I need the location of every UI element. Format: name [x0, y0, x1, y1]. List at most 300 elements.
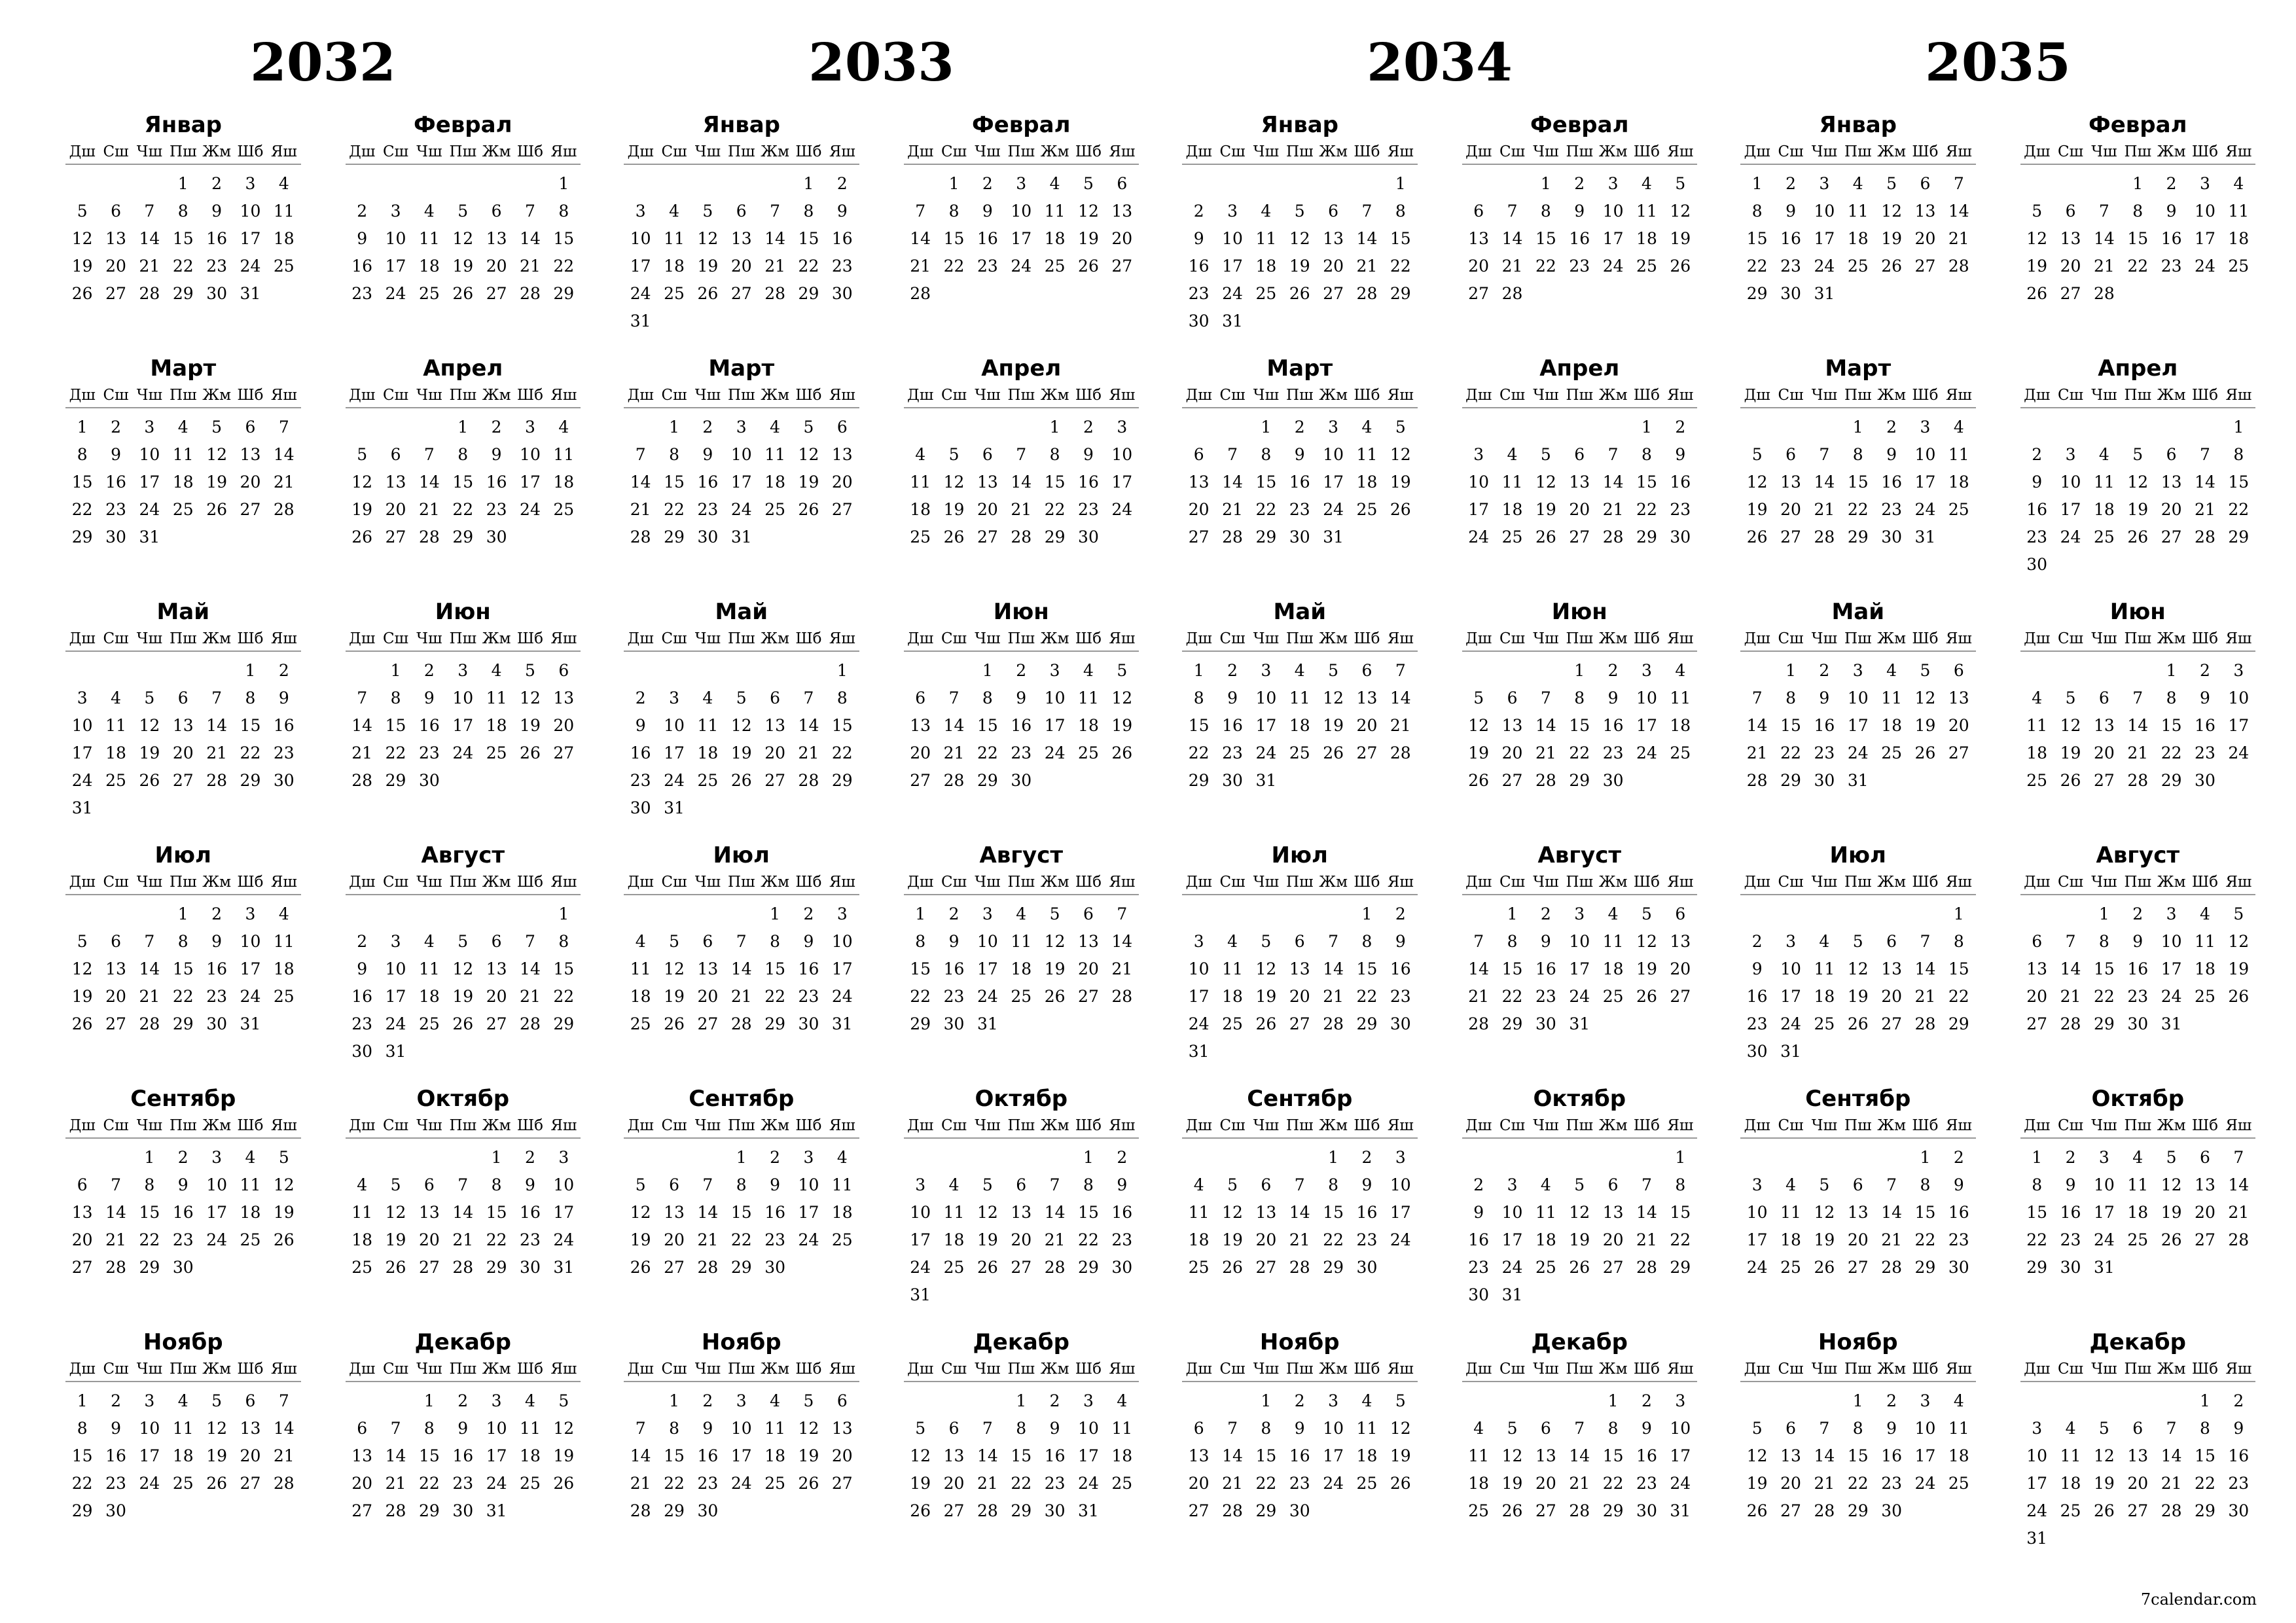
day-cell: 22: [1602, 1474, 1624, 1493]
day-cell: 3: [736, 1391, 747, 1410]
weekday-label: Жм: [1040, 630, 1069, 647]
month-name: Июн: [1551, 599, 1607, 625]
day-cell: 9: [1395, 932, 1406, 951]
empty-cell: [2054, 657, 2087, 685]
weekday-label: Жм: [1040, 387, 1069, 404]
day-cell: 23: [1948, 1230, 1969, 1249]
day-cell: 31: [1323, 527, 1344, 546]
day-cell: 13: [1948, 688, 1969, 707]
empty-cell: [1774, 1144, 1807, 1171]
day-cell: 14: [1323, 959, 1344, 978]
day-cell: 27: [1535, 1501, 1556, 1520]
day-cell: 15: [1636, 473, 1657, 491]
weekday-label: Шб: [1354, 387, 1380, 404]
day-cell: 30: [1535, 1014, 1556, 1033]
day-cell: 7: [736, 932, 747, 951]
day-cell: 13: [1188, 473, 1210, 491]
day-cell: 10: [71, 716, 93, 735]
empty-cell: [99, 170, 132, 198]
month-block: [1740, 353, 1976, 597]
day-cell: 5: [2098, 1419, 2109, 1438]
day-cell: 14: [1535, 716, 1556, 735]
day-cell: 8: [803, 202, 814, 221]
day-grid: [65, 170, 301, 308]
weekday-label: Жм: [761, 1361, 789, 1378]
day-cell: 13: [1468, 229, 1490, 248]
day-cell: 17: [1746, 1230, 1768, 1249]
day-cell: 15: [664, 1446, 685, 1465]
weekday-label: Чш: [136, 1117, 162, 1134]
month-block: [904, 597, 1139, 840]
day-cell: 9: [2132, 932, 2144, 951]
day-cell: 1: [836, 661, 848, 680]
day-grid: [65, 414, 301, 551]
day-cell: 14: [764, 229, 785, 248]
empty-cell: [446, 170, 480, 198]
day-cell: 31: [1814, 284, 1835, 303]
day-cell: 29: [2026, 1258, 2048, 1277]
weekday-label: Сш: [2058, 1361, 2084, 1378]
day-cell: 20: [1847, 1230, 1869, 1249]
weekday-label: Яш: [1109, 1117, 1136, 1134]
day-cell: 8: [558, 932, 569, 951]
weekday-label: Сш: [661, 1361, 687, 1378]
day-cell: 22: [764, 987, 785, 1006]
day-cell: 25: [1636, 257, 1657, 276]
month-block: [1462, 1084, 1698, 1327]
day-cell: 19: [1323, 716, 1344, 735]
day-cell: 17: [71, 743, 93, 762]
day-cell: 15: [553, 229, 575, 248]
month-name: Октябр: [416, 1086, 510, 1112]
day-cell: 8: [948, 202, 960, 221]
weekday-label: Яш: [1387, 630, 1414, 647]
empty-cell: [1496, 414, 1529, 441]
weekday-label: Шб: [1075, 874, 1102, 891]
day-cell: 22: [1044, 500, 1066, 519]
day-cell: 11: [240, 1175, 261, 1194]
day-cell: 28: [1948, 257, 1969, 276]
weekday-label: Дш: [1185, 630, 1212, 647]
day-cell: 4: [2032, 688, 2043, 707]
day-cell: 17: [730, 473, 752, 491]
day-cell: 6: [1193, 445, 1204, 464]
empty-cell: [2155, 1387, 2188, 1415]
day-cell: 27: [351, 1501, 373, 1520]
day-cell: 23: [2228, 1474, 2250, 1493]
day-cell: 4: [1473, 1419, 1484, 1438]
day-cell: 3: [1607, 174, 1619, 193]
day-cell: 9: [770, 1175, 781, 1194]
day-cell: 2: [1819, 661, 1830, 680]
day-cell: 13: [1602, 1203, 1624, 1222]
day-cell: 15: [1602, 1446, 1624, 1465]
day-cell: 30: [1390, 1014, 1411, 1033]
day-cell: 13: [1501, 716, 1523, 735]
empty-cell: [937, 1387, 971, 1415]
day-cell: 30: [418, 771, 440, 790]
day-cell: 25: [831, 1230, 853, 1249]
day-cell: 18: [2026, 743, 2048, 762]
day-cell: 19: [910, 1474, 931, 1493]
weekday-label: Сш: [1219, 874, 1246, 891]
day-cell: 14: [206, 716, 227, 735]
day-cell: 16: [2026, 500, 2048, 519]
day-cell: 21: [1746, 743, 1768, 762]
day-cell: 23: [1602, 743, 1624, 762]
day-cell: 16: [1011, 716, 1032, 735]
weekday-header: [65, 1357, 301, 1382]
day-cell: 14: [385, 1446, 406, 1465]
day-cell: 30: [520, 1258, 541, 1277]
weekday-header: [1740, 140, 1976, 165]
day-cell: 30: [1289, 527, 1310, 546]
day-cell: 20: [2161, 500, 2182, 519]
day-cell: 26: [1746, 527, 1768, 546]
empty-cell: [1774, 414, 1807, 441]
day-cell: 15: [1323, 1203, 1344, 1222]
day-cell: 28: [1501, 284, 1523, 303]
weekday-label: Пш: [1007, 387, 1035, 404]
day-cell: 2: [836, 174, 848, 193]
day-cell: 25: [1011, 987, 1032, 1006]
day-grid: [2020, 1387, 2256, 1552]
day-cell: 28: [273, 1474, 295, 1493]
day-cell: 31: [385, 1042, 406, 1061]
day-cell: 12: [553, 1419, 575, 1438]
day-cell: 24: [630, 284, 651, 303]
day-cell: 17: [385, 257, 406, 276]
weekday-label: Жм: [482, 630, 511, 647]
weekday-header: [2020, 383, 2256, 408]
day-cell: 5: [2233, 904, 2244, 923]
empty-cell: [1909, 901, 1942, 928]
day-cell: 19: [1222, 1230, 1243, 1249]
empty-cell: [379, 901, 412, 928]
weekday-header: [1182, 383, 1418, 408]
day-cell: 10: [1255, 688, 1277, 707]
day-cell: 8: [1049, 445, 1060, 464]
day-cell: 10: [1847, 688, 1869, 707]
weekday-label: Шб: [1633, 143, 1660, 160]
day-cell: 18: [1948, 1446, 1969, 1465]
day-cell: 7: [111, 1175, 121, 1194]
day-cell: 2: [1294, 1391, 1305, 1410]
day-cell: 14: [1814, 1446, 1835, 1465]
month-block: [1182, 1327, 1418, 1571]
day-cell: 10: [831, 932, 853, 951]
day-cell: 21: [1356, 257, 1378, 276]
empty-cell: [480, 901, 513, 928]
weekday-label: Сш: [1778, 387, 1804, 404]
weekday-label: Чш: [1253, 143, 1279, 160]
day-cell: 20: [1078, 959, 1099, 978]
empty-cell: [99, 901, 132, 928]
day-cell: 5: [669, 932, 679, 951]
day-cell: 22: [1356, 987, 1378, 1006]
day-cell: 5: [457, 202, 469, 221]
day-cell: 21: [520, 987, 541, 1006]
day-cell: 12: [1078, 202, 1099, 221]
day-cell: 4: [423, 932, 435, 951]
weekday-header: [1182, 1114, 1418, 1139]
day-cell: 22: [1569, 743, 1590, 762]
year-title: 2032: [250, 31, 396, 93]
day-cell: 18: [664, 257, 685, 276]
day-cell: 10: [630, 229, 651, 248]
day-cell: 18: [273, 229, 295, 248]
weekday-label: Сш: [383, 1117, 409, 1134]
day-cell: 8: [457, 445, 469, 464]
month-block: [624, 597, 859, 840]
weekday-label: Жм: [1598, 1117, 1628, 1134]
weekday-header: [346, 1114, 581, 1139]
weekday-label: Сш: [1499, 1117, 1526, 1134]
day-cell: 17: [240, 959, 261, 978]
weekday-label: Дш: [349, 1117, 376, 1134]
day-cell: 18: [1356, 1446, 1378, 1465]
day-cell: 28: [1044, 1258, 1066, 1277]
weekday-label: Чш: [975, 874, 1001, 891]
empty-cell: [65, 1144, 99, 1171]
day-cell: 6: [2032, 932, 2043, 951]
day-cell: 12: [206, 445, 227, 464]
day-cell: 28: [206, 771, 227, 790]
day-grid: [904, 1144, 1139, 1309]
day-cell: 15: [240, 716, 261, 735]
weekday-label: Жм: [1319, 143, 1348, 160]
day-cell: 1: [2166, 661, 2177, 680]
day-cell: 24: [1111, 500, 1133, 519]
day-cell: 8: [77, 445, 88, 464]
month-block: [2020, 597, 2256, 840]
day-cell: 4: [1540, 1175, 1551, 1194]
day-cell: 31: [486, 1501, 507, 1520]
day-cell: 20: [553, 716, 575, 735]
day-cell: 25: [1188, 1258, 1210, 1277]
day-cell: 22: [1780, 743, 1801, 762]
day-cell: 8: [982, 688, 993, 707]
day-cell: 15: [730, 1203, 752, 1222]
day-cell: 21: [206, 743, 227, 762]
day-cell: 16: [943, 959, 965, 978]
day-cell: 24: [206, 1230, 227, 1249]
day-cell: 8: [1920, 1175, 1931, 1194]
day-cell: 10: [1222, 229, 1243, 248]
empty-cell: [1462, 657, 1496, 685]
empty-cell: [1182, 170, 1215, 198]
weekday-label: Дш: [349, 874, 376, 891]
day-cell: 18: [764, 473, 785, 491]
day-cell: 4: [278, 174, 289, 193]
empty-cell: [1005, 1144, 1038, 1171]
day-cell: 22: [1390, 257, 1411, 276]
weekday-header: [1462, 627, 1698, 652]
day-cell: 22: [943, 257, 965, 276]
weekday-label: Пш: [449, 1361, 476, 1378]
day-cell: 30: [105, 527, 126, 546]
weekday-label: Чш: [136, 630, 162, 647]
weekday-label: Яш: [550, 1117, 577, 1134]
weekday-label: Пш: [1007, 630, 1035, 647]
month-name: Ноябр: [1818, 1329, 1898, 1355]
weekday-label: Пш: [170, 874, 197, 891]
day-cell: 1: [669, 1391, 679, 1410]
weekday-label: Жм: [1040, 143, 1069, 160]
day-cell: 11: [764, 445, 785, 464]
day-cell: 25: [172, 500, 194, 519]
weekday-label: Сш: [941, 630, 967, 647]
empty-cell: [1249, 170, 1283, 198]
day-cell: 1: [390, 661, 401, 680]
day-cell: 5: [1261, 932, 1272, 951]
year-title: 2034: [1367, 31, 1513, 93]
day-cell: 4: [1953, 418, 1964, 437]
day-cell: 7: [770, 202, 781, 221]
weekday-label: Сш: [1219, 630, 1246, 647]
day-cell: 21: [139, 257, 160, 276]
day-cell: 11: [1780, 1203, 1801, 1222]
day-cell: 10: [1044, 688, 1066, 707]
day-cell: 2: [1227, 661, 1238, 680]
day-cell: 18: [1948, 473, 1969, 491]
weekday-label: Пш: [1566, 1361, 1593, 1378]
day-cell: 22: [139, 1230, 160, 1249]
day-cell: 18: [105, 743, 126, 762]
day-grid: [65, 1144, 301, 1281]
day-cell: 10: [385, 959, 406, 978]
month-block: [624, 353, 859, 597]
day-cell: 1: [77, 418, 88, 437]
weekday-label: Яш: [1667, 1361, 1694, 1378]
day-cell: 10: [1914, 1419, 1936, 1438]
day-cell: 13: [2026, 959, 2048, 978]
month-block: [2020, 110, 2256, 353]
day-cell: 6: [1294, 932, 1305, 951]
day-cell: 8: [177, 202, 188, 221]
day-cell: 5: [1886, 174, 1897, 193]
weekday-header: [65, 870, 301, 895]
day-cell: 12: [71, 959, 93, 978]
day-cell: 25: [418, 1014, 440, 1033]
day-cell: 28: [1914, 1014, 1936, 1033]
day-cell: 16: [1569, 229, 1590, 248]
day-cell: 21: [520, 257, 541, 276]
day-cell: 19: [943, 500, 965, 519]
weekday-label: Сш: [941, 143, 967, 160]
day-cell: 4: [357, 1175, 368, 1194]
empty-cell: [346, 414, 379, 441]
day-cell: 31: [240, 284, 261, 303]
day-cell: 12: [2093, 1446, 2115, 1465]
month-name: Январ: [144, 112, 222, 138]
month-block: [1462, 1327, 1698, 1571]
empty-cell: [2054, 901, 2087, 928]
day-cell: 17: [1814, 229, 1835, 248]
empty-cell: [1841, 1144, 1874, 1171]
day-cell: 5: [803, 418, 814, 437]
day-cell: 23: [351, 1014, 373, 1033]
weekday-label: Шб: [2191, 387, 2218, 404]
day-cell: 23: [1289, 500, 1310, 519]
day-cell: 19: [1881, 229, 1902, 248]
day-cell: 20: [240, 473, 261, 491]
day-cell: 2: [177, 1148, 188, 1167]
day-cell: 4: [1294, 661, 1305, 680]
day-cell: 5: [915, 1419, 926, 1438]
day-cell: 10: [730, 1419, 752, 1438]
day-cell: 19: [1468, 743, 1490, 762]
day-cell: 12: [697, 229, 719, 248]
weekday-label: Сш: [103, 630, 129, 647]
empty-cell: [971, 1144, 1004, 1171]
day-cell: 9: [982, 202, 993, 221]
day-cell: 18: [1636, 229, 1657, 248]
month-grid: [1740, 110, 2255, 1571]
day-cell: 19: [1255, 987, 1277, 1006]
month-block: [1740, 840, 1976, 1084]
day-cell: 10: [486, 1419, 507, 1438]
day-grid: [1182, 901, 1418, 1065]
day-cell: 21: [943, 743, 965, 762]
month-block: [904, 1327, 1139, 1571]
day-cell: 3: [211, 1148, 223, 1167]
day-cell: 17: [1011, 229, 1032, 248]
weekday-label: Чш: [2091, 874, 2117, 891]
day-cell: 8: [390, 688, 401, 707]
day-cell: 12: [1670, 202, 1691, 221]
empty-cell: [1774, 901, 1807, 928]
day-cell: 26: [943, 527, 965, 546]
day-cell: 17: [1111, 473, 1133, 491]
day-cell: 25: [664, 284, 685, 303]
empty-cell: [1563, 1387, 1596, 1415]
day-cell: 8: [2098, 932, 2109, 951]
day-cell: 16: [2228, 1446, 2250, 1465]
day-cell: 26: [1569, 1258, 1590, 1277]
day-cell: 9: [278, 688, 289, 707]
day-cell: 24: [1746, 1258, 1768, 1277]
day-cell: 5: [1540, 445, 1551, 464]
day-cell: 31: [1501, 1285, 1523, 1304]
day-cell: 8: [1641, 445, 1652, 464]
day-grid: [65, 657, 301, 822]
day-cell: 19: [798, 473, 819, 491]
day-cell: 4: [1641, 174, 1652, 193]
day-cell: 12: [910, 1446, 931, 1465]
weekday-label: Яш: [1109, 874, 1136, 891]
day-cell: 1: [2200, 1391, 2210, 1410]
empty-cell: [1316, 170, 1350, 198]
day-cell: 19: [1501, 1474, 1523, 1493]
month-name: Октябр: [975, 1086, 1068, 1112]
weekday-label: Дш: [1744, 387, 1770, 404]
empty-cell: [513, 901, 547, 928]
day-cell: 9: [1574, 202, 1585, 221]
empty-cell: [1808, 901, 1841, 928]
weekday-label: Шб: [1912, 1361, 1939, 1378]
day-grid: [1462, 1144, 1698, 1309]
day-cell: 7: [211, 688, 223, 707]
day-cell: 23: [1111, 1230, 1133, 1249]
day-cell: 26: [71, 284, 93, 303]
day-cell: 9: [2200, 688, 2210, 707]
month-block: [1462, 353, 1698, 597]
day-cell: 3: [1473, 445, 1484, 464]
day-cell: 11: [1535, 1203, 1556, 1222]
day-cell: 5: [1641, 904, 1652, 923]
day-cell: 15: [1670, 1203, 1691, 1222]
